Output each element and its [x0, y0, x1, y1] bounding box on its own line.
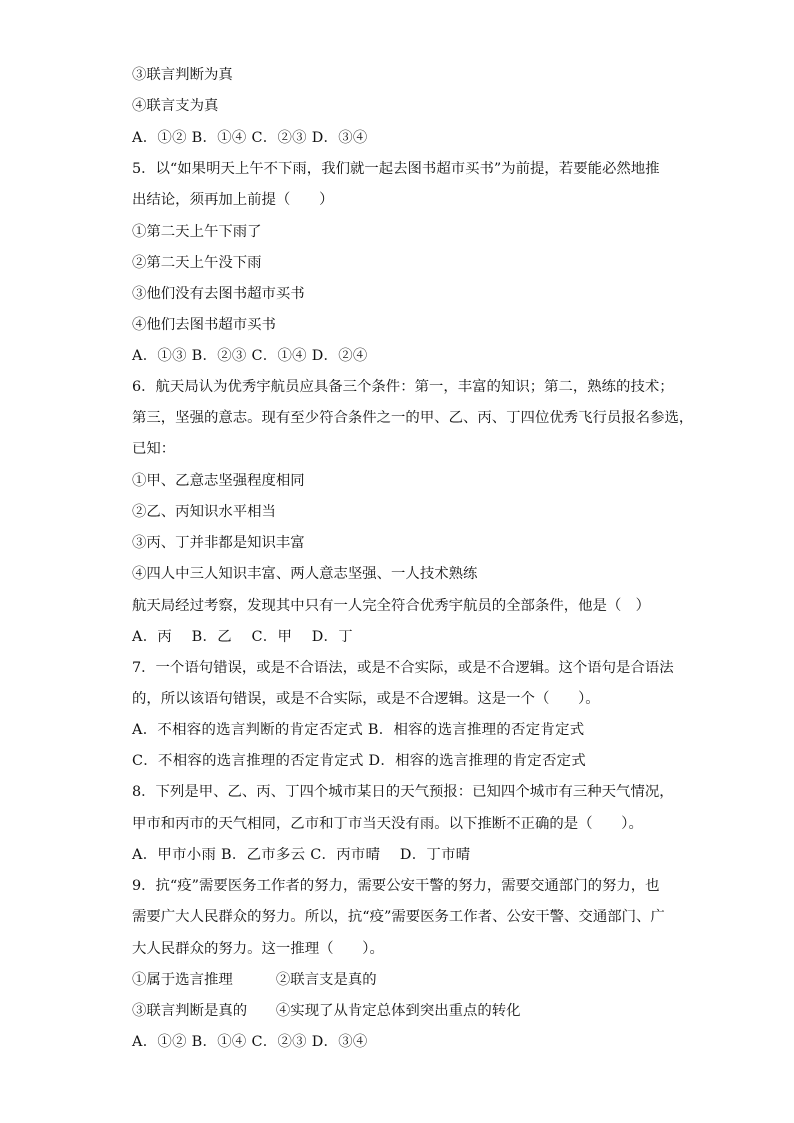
text-line: ④联言支为真 [132, 98, 219, 114]
text-line: 已知： [132, 441, 176, 457]
text-line: ③丙、丁并非都是知识丰富 [132, 535, 305, 551]
text-line: ④四人中三人知识丰富、两人意志坚强、一人技术熟练 [132, 566, 478, 582]
text-line: ③联言判断为真 [132, 67, 233, 83]
question-9: 9．抗“疫”需要医务工作者的努力，需要公安干警的努力，需要交通部门的努力，也 [132, 878, 660, 894]
answer-options: A．甲市小雨 B．乙市多云 C．丙市晴 D．丁市晴 [132, 847, 471, 863]
text-line: 航天局经过考察，发现其中只有一人完全符合优秀宇航员的全部条件，他是（ ） [132, 598, 651, 614]
question-6: 6．航天局认为优秀宇航员应具备三个条件：第一，丰富的知识；第二，熟练的技术； [132, 379, 674, 395]
text-line: ①第二天上午下雨了 [132, 224, 262, 240]
text-line: ②第二天上午没下雨 [132, 255, 262, 271]
answer-options: A．不相容的选言判断的肯定否定式 B．相容的选言推理的否定肯定式 [132, 722, 585, 738]
question-8: 8．下列是甲、乙、丙、丁四个城市某日的天气预报：已知四个城市有三种天气情况， [132, 784, 674, 800]
text-line: 第三，坚强的意志。现有至少符合条件之一的甲、乙、丙、丁四位优秀飞行员报名参选， [132, 410, 694, 426]
text-line: 出结论，须再加上前提（ ） [132, 192, 334, 208]
question-7: 7．一个语句错误，或是不合语法，或是不合实际，或是不合逻辑。这个语句是合语法 [132, 660, 674, 676]
answer-options: A．①② B．①④ C．②③ D．③④ [132, 1034, 368, 1050]
answer-options: C．不相容的选言推理的否定肯定式 D．相容的选言推理的肯定否定式 [132, 753, 587, 769]
text-line: ③联言判断是真的 ④实现了从肯定总体到突出重点的转化 [132, 1003, 521, 1019]
text-line: 甲市和丙市的天气相同，乙市和丁市当天没有雨。以下推断不正确的是（ ）。 [132, 816, 643, 832]
text-line: ④他们去图书超市买书 [132, 317, 276, 333]
text-line: 大人民群众的努力。这一推理（ ）。 [132, 941, 384, 957]
answer-options: A．丙 B．乙 C．甲 D．丁 [132, 629, 353, 645]
text-line: 需要广大人民群众的努力。所以，抗“疫”需要医务工作者、公安干警、交通部门、广 [132, 909, 665, 925]
text-line: ③他们没有去图书超市买书 [132, 286, 305, 302]
text-line: ②乙、丙知识水平相当 [132, 504, 276, 520]
text-line: ①甲、乙意志坚强程度相同 [132, 473, 305, 489]
question-5: 5．以“如果明天上午不下雨，我们就一起去图书超市买书”为前提，若要能必然地推 [132, 161, 660, 177]
answer-options: A．①② B．①④ C．②③ D．③④ [132, 130, 368, 146]
text-line: 的，所以该语句错误，或是不合实际，或是不合逻辑。这是一个（ ）。 [132, 691, 600, 707]
answer-options: A．①③ B．②③ C．①④ D．②④ [132, 348, 368, 364]
text-line: ①属于选言推理 ②联言支是真的 [132, 972, 377, 988]
